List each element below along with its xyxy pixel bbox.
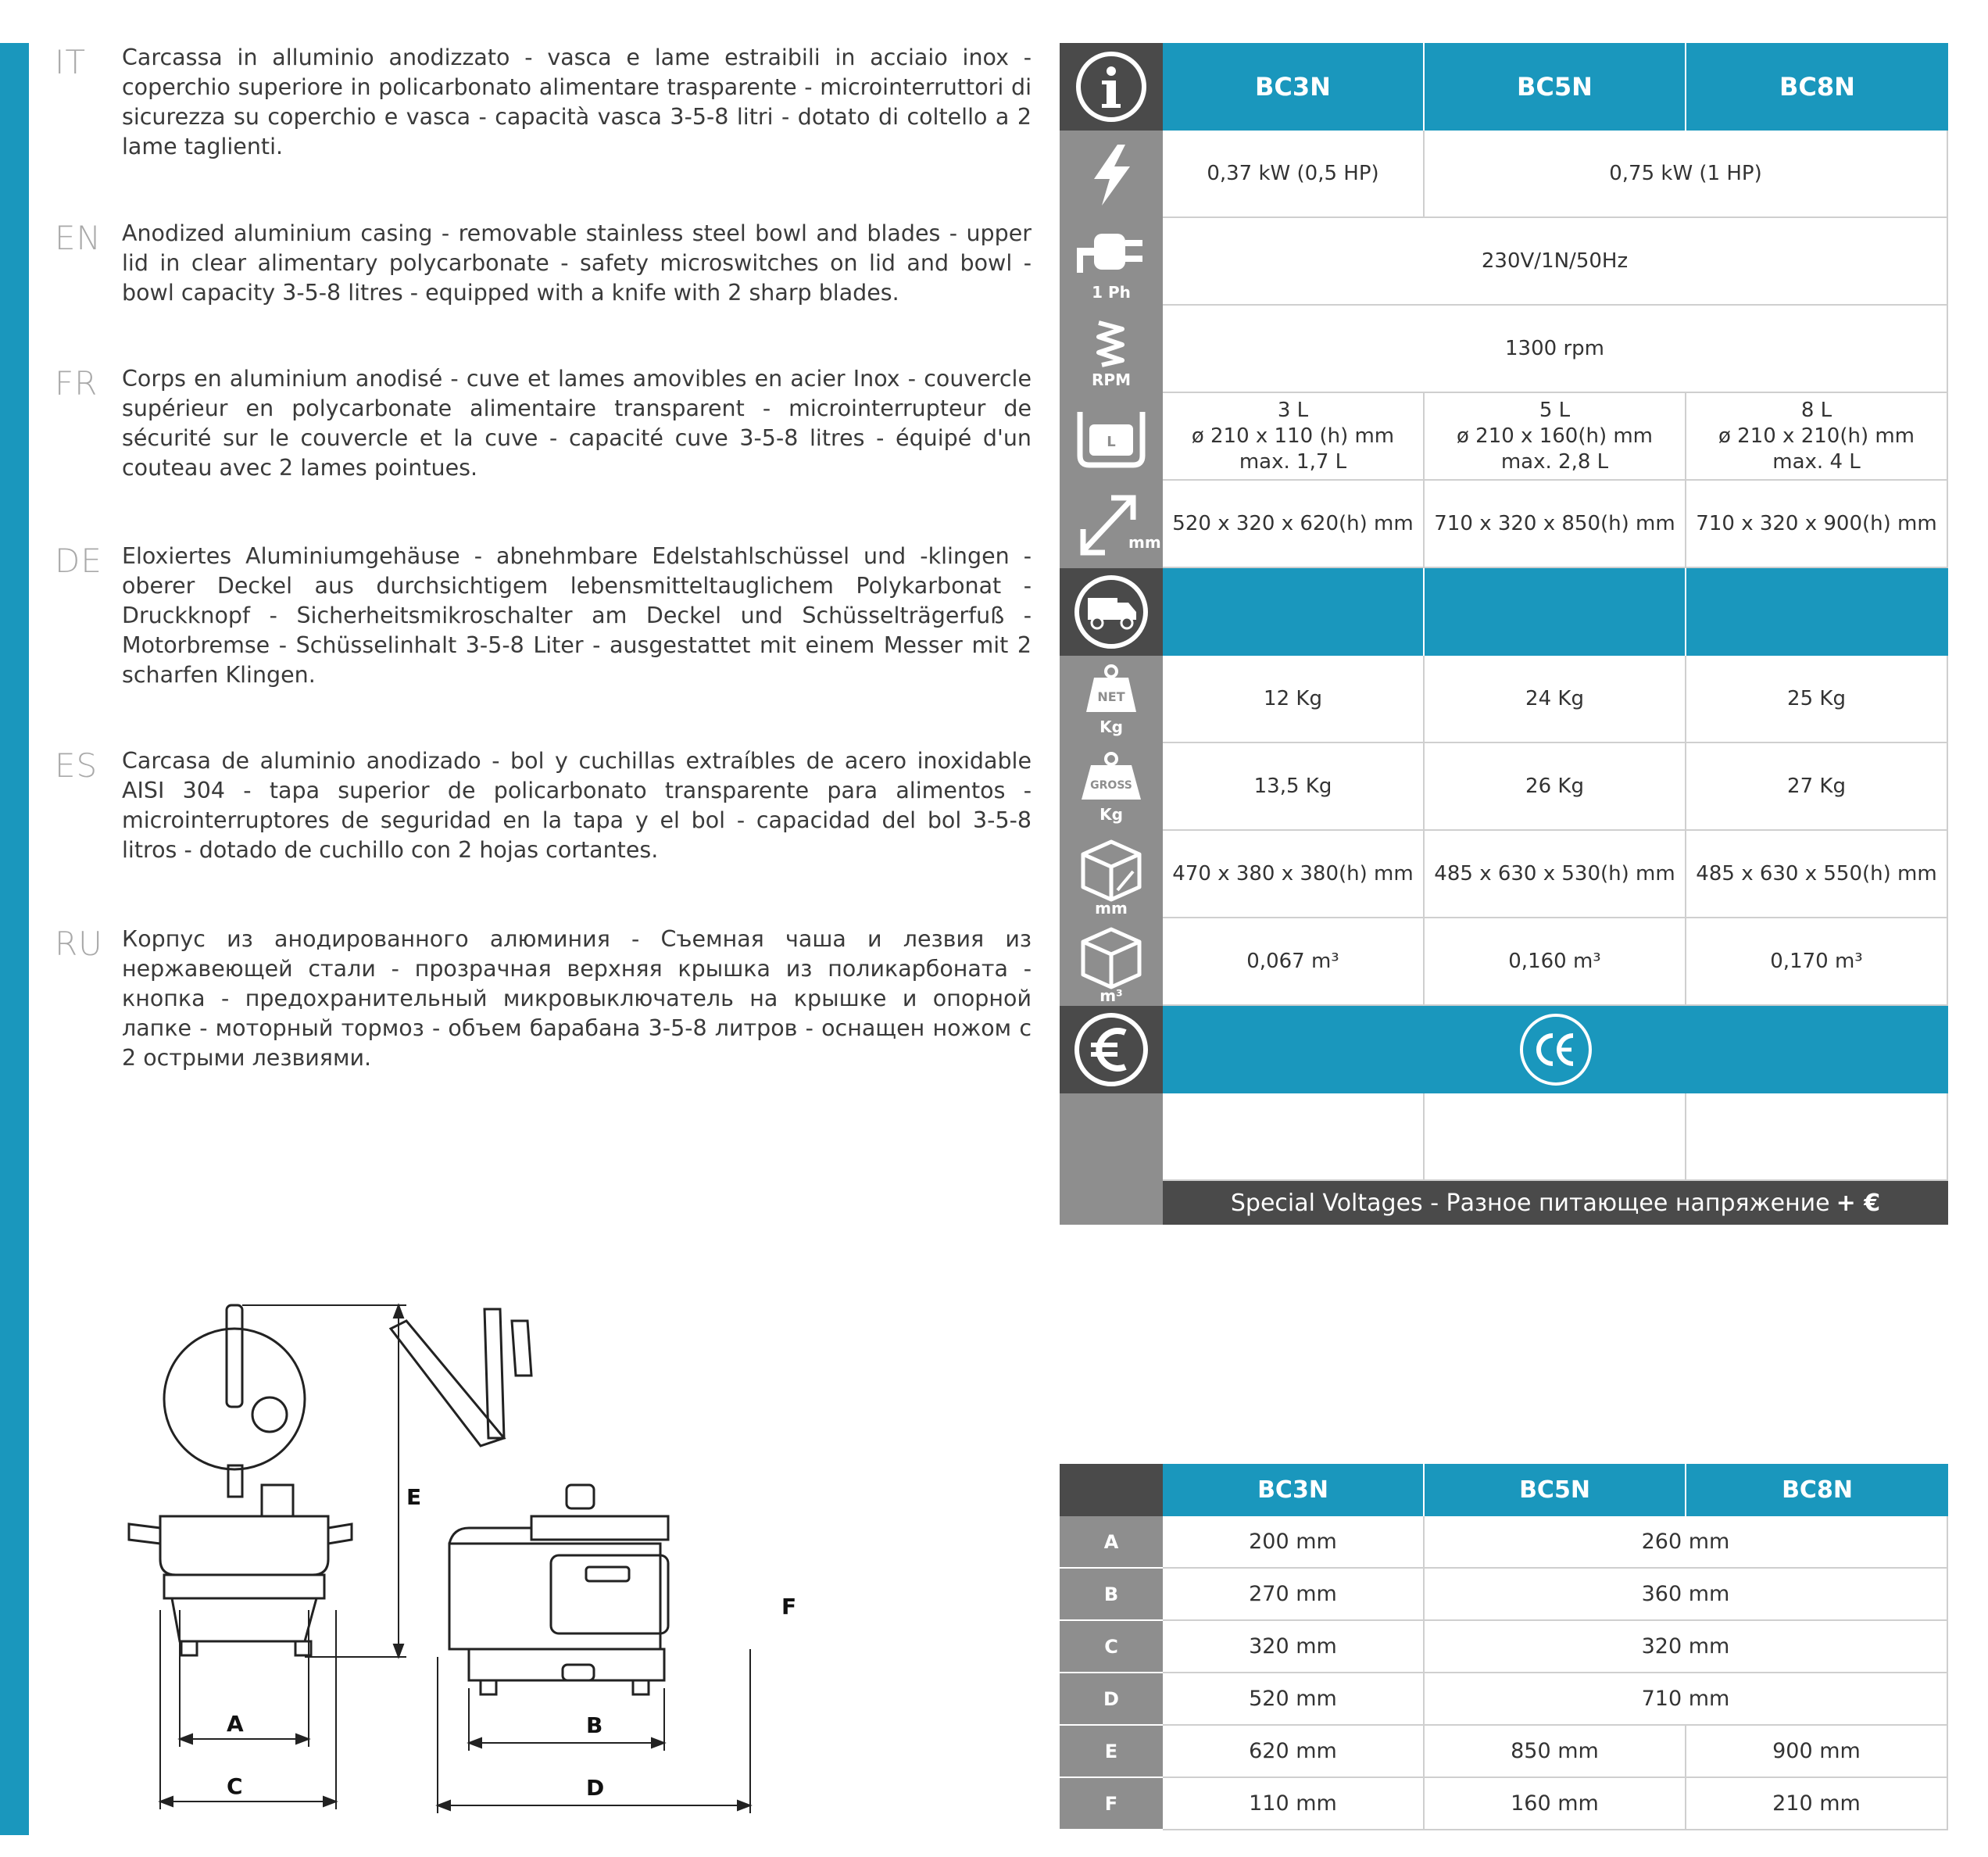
spec-row-power xyxy=(1060,131,1948,218)
arrow-diagonal-icon xyxy=(1060,481,1163,568)
table-cell: 900 mm xyxy=(1686,1726,1948,1778)
package-size-value: 485 x 630 x 550(h) mm xyxy=(1686,831,1948,918)
weight-icon xyxy=(1060,656,1163,743)
model-header: BC8N xyxy=(1686,1464,1948,1516)
model-header: BC3N xyxy=(1163,1464,1425,1516)
table-row xyxy=(1060,1726,1948,1778)
table-cell: 260 mm xyxy=(1425,1516,1948,1569)
table-cell: 320 mm xyxy=(1163,1621,1425,1673)
spec-row-certification xyxy=(1060,1006,1948,1093)
description-text: Corps en aluminium anodisé - cuve et lames amovibles en acier Inox - couvercle supérieur en polycarbonate alimentaire transparent - microinterrupteur de sécurité sur le couvercle et la cuve - capacité cuve 3-5-8 litres - équipé d'un couteau avec 2 lames pointues. xyxy=(122,366,1032,481)
table-cell: 710 mm xyxy=(1425,1673,1948,1726)
price-value xyxy=(1425,1093,1686,1181)
model-header: BC8N xyxy=(1686,43,1948,131)
table-row xyxy=(1060,1673,1948,1726)
phase-label: 1 Ph xyxy=(1092,283,1131,302)
row-label: B xyxy=(1060,1569,1163,1621)
gross-label: GROSS xyxy=(1090,779,1132,792)
table-cell: 160 mm xyxy=(1425,1778,1686,1830)
table-cell: 620 mm xyxy=(1163,1726,1425,1778)
spec-row-bowl xyxy=(1060,393,1948,481)
description-text: Eloxiertes Aluminiumgehäuse - abnehmbare Edelstahlschüssel und -klingen - oberer Deckel aus durchsichtigem lebensmitteltauglichem Polykarbonat - Druckknopf - Sicherheitsmikroschalter am Deckel und Schüsselträgerfuß - Motorbremse - Schüsselinhalt 3-5-8 Liter - ausgestattet mit einem Messer mit 2 scharfen Klingen. xyxy=(122,543,1032,688)
gross-weight-value: 26 Kg xyxy=(1425,743,1686,831)
dimension-header-row xyxy=(1060,1464,1948,1516)
dimensions-value: 710 x 320 x 850(h) mm xyxy=(1425,481,1686,568)
bowl-size: ø 210 x 160(h) mm xyxy=(1456,424,1654,448)
volume-value: 0,160 m³ xyxy=(1425,918,1686,1006)
spec-row-dimensions xyxy=(1060,481,1948,568)
bowl-max: max. 4 L xyxy=(1772,449,1861,474)
spec-row-package-size xyxy=(1060,831,1948,918)
delivery-cell xyxy=(1425,568,1686,656)
gross-unit: Kg xyxy=(1099,805,1123,824)
special-voltages-bar xyxy=(1163,1181,1948,1225)
accent-sidebar xyxy=(0,43,29,1835)
bowl-size: ø 210 x 210(h) mm xyxy=(1718,424,1915,448)
net-weight-value: 24 Kg xyxy=(1425,656,1686,743)
package-size-value: 470 x 380 x 380(h) mm xyxy=(1163,831,1425,918)
special-voltages-suffix: + € xyxy=(1836,1189,1881,1217)
volume-value: 0,170 m³ xyxy=(1686,918,1948,1006)
package-size-value: 485 x 630 x 530(h) mm xyxy=(1425,831,1686,918)
table-row xyxy=(1060,1621,1948,1673)
net-weight-value: 12 Kg xyxy=(1163,656,1425,743)
table-cell: 200 mm xyxy=(1163,1516,1425,1569)
spec-row-gross-weight xyxy=(1060,743,1948,831)
row-label: A xyxy=(1060,1516,1163,1569)
spec-row-special-voltages xyxy=(1060,1181,1948,1225)
euro-icon xyxy=(1060,1006,1163,1093)
power-value: 0,37 kW (0,5 HP) xyxy=(1163,131,1425,218)
table-row xyxy=(1060,1778,1948,1830)
box-icon xyxy=(1060,831,1163,918)
dims-label: mm xyxy=(1128,533,1161,552)
spec-row-rpm xyxy=(1060,306,1948,393)
volume-value: 0,067 m³ xyxy=(1163,918,1425,1006)
language-code: RU xyxy=(55,925,103,963)
ce-mark-icon xyxy=(1163,1006,1948,1093)
description-text: Carcassa in alluminio anodizzato - vasca e lame estraibili in acciaio inox - coperchio superiore in policarbonato alimentare trasparente - microinterruttori di sicurezza su coperchio e vasca - capacità vasca 3-5-8 litri - dotato di coltello a 2 lame taglienti. xyxy=(122,45,1032,159)
price-value xyxy=(1163,1093,1425,1181)
model-header: BC5N xyxy=(1425,43,1686,131)
plug-icon xyxy=(1060,218,1163,306)
voltage-value: 230V/1N/50Hz xyxy=(1163,218,1948,306)
machine-drawing xyxy=(125,1282,828,1844)
spec-row-voltage xyxy=(1060,218,1948,306)
spec-header-row xyxy=(1060,43,1948,131)
net-weight-value: 25 Kg xyxy=(1686,656,1948,743)
dimension-label-b: B xyxy=(586,1712,603,1738)
volume-label: m³ xyxy=(1099,986,1123,1005)
special-voltages-text: Special Voltages - Разное питающее напряжение xyxy=(1230,1189,1830,1217)
power-value: 0,75 kW (1 HP) xyxy=(1425,131,1948,218)
bowl-size: ø 210 x 110 (h) mm xyxy=(1191,424,1395,448)
description-text: Anodized aluminium casing - removable stainless steel bowl and blades - upper lid in clear alimentary polycarbonate - safety microswitches on lid and bowl - bowl capacity 3-5-8 litres - equipped with a knife with 2 sharp blades. xyxy=(122,220,1032,306)
table-cell: 360 mm xyxy=(1425,1569,1948,1621)
rpm-value: 1300 rpm xyxy=(1163,306,1948,393)
language-code: FR xyxy=(55,364,98,403)
dimensions-value: 710 x 320 x 900(h) mm xyxy=(1686,481,1948,568)
model-header: BC3N xyxy=(1163,43,1425,131)
language-code: ES xyxy=(55,746,98,785)
dimension-label-e: E xyxy=(406,1484,422,1510)
table-row xyxy=(1060,1569,1948,1621)
net-unit: Kg xyxy=(1099,717,1123,736)
table-cell: 850 mm xyxy=(1425,1726,1686,1778)
info-icon xyxy=(1060,43,1163,131)
table-cell: 320 mm xyxy=(1425,1621,1948,1673)
weight-icon xyxy=(1060,743,1163,831)
dimension-label-f: F xyxy=(781,1594,797,1619)
gross-weight-value: 27 Kg xyxy=(1686,743,1948,831)
box-icon xyxy=(1060,918,1163,1006)
table-row xyxy=(1060,1516,1948,1569)
price-value xyxy=(1686,1093,1948,1181)
language-code: DE xyxy=(55,542,102,580)
bowl-capacity: 8 L xyxy=(1800,398,1832,422)
dimension-label-d: D xyxy=(586,1775,605,1801)
description-text: Carcasa de aluminio anodizado - bol y cuchillas extraíbles de acero inoxidable AISI 304 - tapa superior de policarbonato transparente para alimentos - microinterruptores de seguridad en la tapa y el bol - capacidad del bol 3-5-8 litros - dotado de cuchillo con 2 hojas cortantes. xyxy=(122,748,1032,863)
language-code: EN xyxy=(55,219,102,257)
spec-row-volume xyxy=(1060,918,1948,1006)
bowl-max: max. 2,8 L xyxy=(1500,449,1609,474)
package-label: mm xyxy=(1095,899,1128,918)
bowl-cell xyxy=(1686,393,1948,481)
row-label: F xyxy=(1060,1778,1163,1830)
gross-weight-value: 13,5 Kg xyxy=(1163,743,1425,831)
spec-row-delivery xyxy=(1060,568,1948,656)
language-code: IT xyxy=(55,43,87,81)
table-cell: 210 mm xyxy=(1686,1778,1948,1830)
table-cell: 270 mm xyxy=(1163,1569,1425,1621)
bowl-max: max. 1,7 L xyxy=(1239,449,1347,474)
bowl-cell xyxy=(1163,393,1425,481)
description-text: Корпус из анодированного алюминия - Съемная чаша и лезвия из нержавеющей стали - прозрачная верхняя крышка из поликарбоната - кнопка - предохранительный микровыключатель на крышке и опорной лапке - моторный тормоз - объем барабана 3-5-8 литров - оснащен ножом с 2 острыми лезвиями. xyxy=(122,926,1032,1071)
dimension-label-c: C xyxy=(227,1773,243,1799)
lightning-icon xyxy=(1060,131,1163,218)
dimensions-value: 520 x 320 x 620(h) mm xyxy=(1163,481,1425,568)
rpm-label: RPM xyxy=(1092,370,1131,389)
bowl-cell xyxy=(1425,393,1686,481)
delivery-cell xyxy=(1686,568,1948,656)
row-label: D xyxy=(1060,1673,1163,1726)
spec-row-net-weight xyxy=(1060,656,1948,743)
table-cell: 520 mm xyxy=(1163,1673,1425,1726)
bowl-capacity: 5 L xyxy=(1539,398,1571,422)
delivery-cell xyxy=(1163,568,1425,656)
bowl-capacity: 3 L xyxy=(1277,398,1309,422)
dimension-header-corner xyxy=(1060,1464,1163,1516)
table-cell: 110 mm xyxy=(1163,1778,1425,1830)
truck-icon xyxy=(1060,568,1163,656)
row-label: E xyxy=(1060,1726,1163,1778)
spec-row-price xyxy=(1060,1093,1948,1181)
net-label: NET xyxy=(1097,689,1125,704)
spring-icon xyxy=(1060,306,1163,393)
price-label-cell xyxy=(1060,1093,1163,1181)
special-voltages-label-cell xyxy=(1060,1181,1163,1225)
dimension-label-a: A xyxy=(227,1711,244,1737)
bowl-label: L xyxy=(1107,434,1116,450)
bowl-icon xyxy=(1060,393,1163,481)
row-label: C xyxy=(1060,1621,1163,1673)
model-header: BC5N xyxy=(1425,1464,1686,1516)
